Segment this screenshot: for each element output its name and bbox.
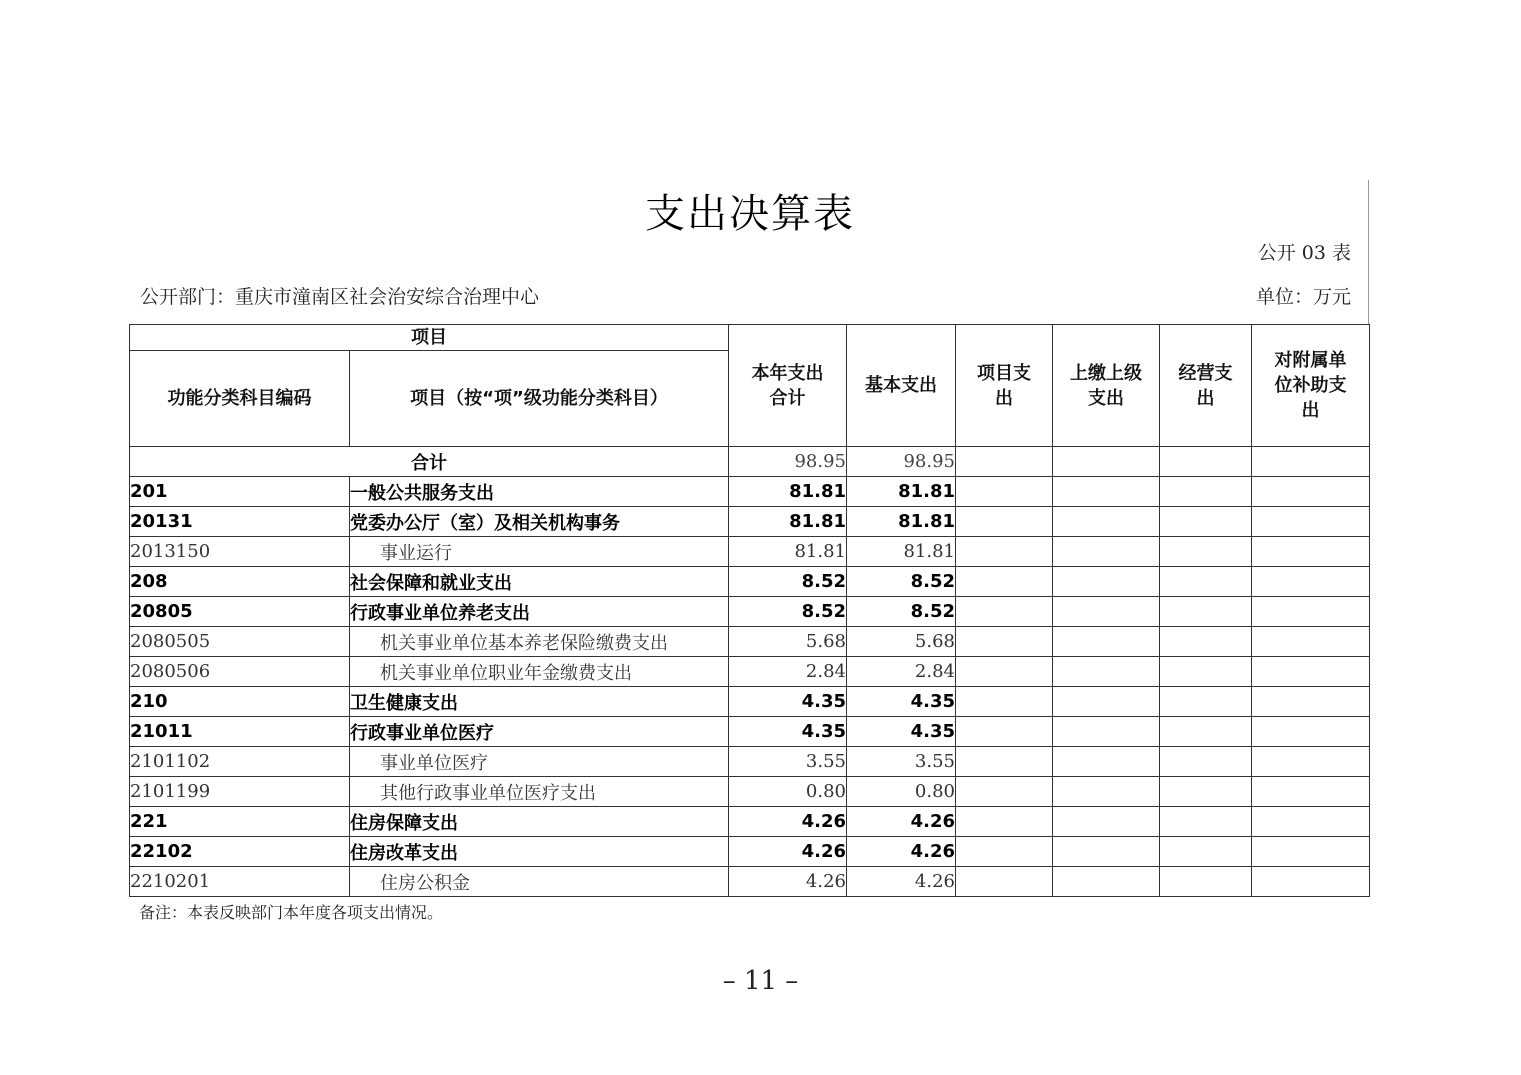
row-code: 20131 [130,507,350,537]
table-row [130,627,1370,657]
header-subsidy: 对附属单位补助支出 [1252,325,1370,447]
table-row [130,687,1370,717]
row-name: 事业单位医疗 [350,747,729,777]
row-name: 行政事业单位医疗 [350,717,729,747]
table-row [130,717,1370,747]
row-total: 3.55 [729,747,847,777]
table-row [130,537,1370,567]
row-code: 21011 [130,717,350,747]
row-total: 4.26 [729,807,847,837]
table-row [130,657,1370,687]
row-name: 住房保障支出 [350,807,729,837]
row-total: 5.68 [729,627,847,657]
row-code: 2080506 [130,657,350,687]
row-code: 221 [130,807,350,837]
header-basic: 基本支出 [847,325,956,447]
row-code: 208 [130,567,350,597]
table-row [130,777,1370,807]
row-total: 81.81 [729,537,847,567]
total-row [130,447,1370,477]
row-total: 8.52 [729,567,847,597]
row-name: 卫生健康支出 [350,687,729,717]
row-code: 2013150 [130,537,350,567]
form-number: 公开 03 表 [1257,242,1351,264]
header-project-group: 项目 [130,325,729,351]
row-code: 2101102 [130,747,350,777]
row-basic: 8.52 [847,597,956,627]
header-project: 项目支出 [956,325,1053,447]
row-name: 党委办公厅（室）及相关机构事务 [350,507,729,537]
page-number: – 11 – [722,966,799,996]
row-total: 2.84 [729,657,847,687]
row-basic: 5.68 [847,627,956,657]
row-basic: 3.55 [847,747,956,777]
row-name: 一般公共服务支出 [350,477,729,507]
row-code: 2080505 [130,627,350,657]
table-row [130,867,1370,897]
expenditure-table [129,324,1370,897]
page-title: 支出决算表 [645,191,855,237]
row-basic: 4.26 [847,807,956,837]
header-total: 本年支出合计 [729,325,847,447]
header-business: 经营支出 [1160,325,1252,447]
row-basic: 4.26 [847,867,956,897]
table-row [130,747,1370,777]
row-basic: 4.35 [847,687,956,717]
row-basic: 0.80 [847,777,956,807]
row-name: 住房公积金 [350,867,729,897]
row-name: 社会保障和就业支出 [350,567,729,597]
table-row [130,837,1370,867]
row-total: 8.52 [729,597,847,627]
total-basic: 98.95 [847,447,956,477]
row-code: 22102 [130,837,350,867]
row-total: 81.81 [729,477,847,507]
row-basic: 4.26 [847,837,956,867]
row-name: 机关事业单位职业年金缴费支出 [350,657,729,687]
total-amount: 98.95 [729,447,847,477]
row-name: 行政事业单位养老支出 [350,597,729,627]
row-basic: 81.81 [847,537,956,567]
row-total: 4.35 [729,687,847,717]
table-row [130,807,1370,837]
row-name: 其他行政事业单位医疗支出 [350,777,729,807]
row-total: 4.26 [729,867,847,897]
total-label: 合计 [130,447,729,477]
table-row [130,567,1370,597]
row-basic: 81.81 [847,477,956,507]
row-basic: 4.35 [847,717,956,747]
row-code: 2101199 [130,777,350,807]
row-total: 4.26 [729,837,847,867]
row-code: 201 [130,477,350,507]
unit-label: 单位：万元 [1255,286,1351,308]
row-code: 2210201 [130,867,350,897]
row-total: 0.80 [729,777,847,807]
department-label: 公开部门：重庆市潼南区社会治安综合治理中心 [140,286,540,308]
row-basic: 8.52 [847,567,956,597]
table-row [130,507,1370,537]
row-basic: 81.81 [847,507,956,537]
row-name: 机关事业单位基本养老保险缴费支出 [350,627,729,657]
header-upper: 上缴上级支出 [1053,325,1160,447]
row-name: 住房改革支出 [350,837,729,867]
row-code: 20805 [130,597,350,627]
row-name: 事业运行 [350,537,729,567]
header-code: 功能分类科目编码 [130,351,350,447]
table-row [130,597,1370,627]
table-row [130,477,1370,507]
row-code: 210 [130,687,350,717]
row-total: 4.35 [729,717,847,747]
row-total: 81.81 [729,507,847,537]
table-note: 备注：本表反映部门本年度各项支出情况。 [139,903,444,922]
row-basic: 2.84 [847,657,956,687]
header-name: 项目（按“项”级功能分类科目） [350,351,729,447]
